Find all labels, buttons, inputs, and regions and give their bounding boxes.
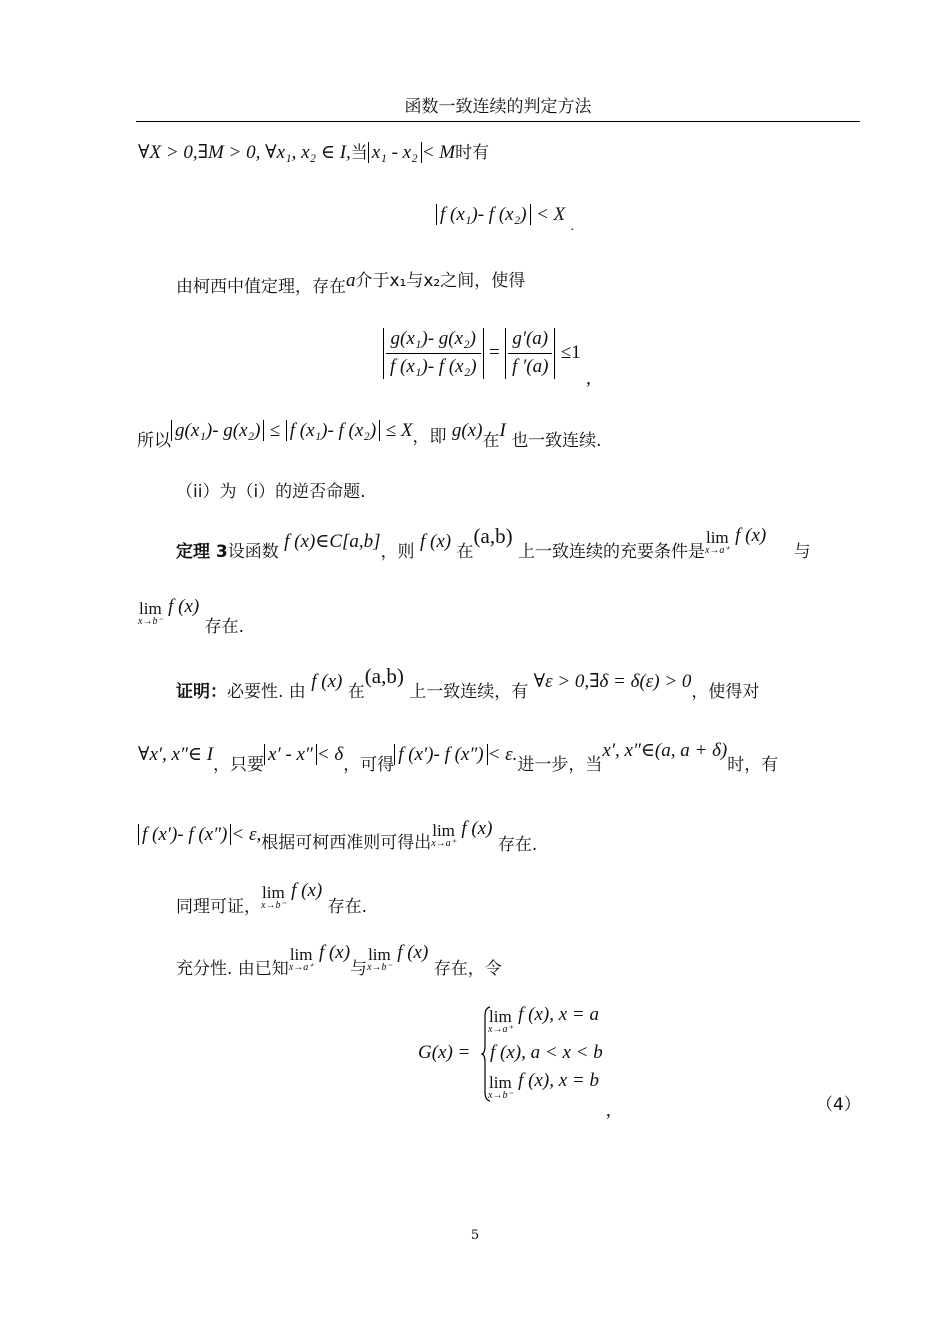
proof-line-3 — [138, 818, 537, 855]
math-comma: , — [586, 367, 591, 389]
math-abs-f: f (x₁)- f (x₂) — [436, 204, 531, 225]
abs-frac-2 — [505, 328, 555, 379]
limit-b-minus: lim x→b⁻ — [138, 599, 163, 627]
running-header: 函数一致连续的判定方法 — [136, 92, 860, 122]
text-sufficiency: 充分性. 由已知 — [176, 959, 289, 979]
math-lt-X: < X — [535, 204, 566, 225]
math-forall-x: ∀x′, x″∈ I — [138, 744, 214, 765]
math-abs-g: g(x₁)- g(x₂) — [171, 420, 264, 441]
math-lt-M: < M — [421, 142, 456, 163]
text-cunzai: 存在. — [327, 897, 368, 917]
text-suoyi: 所以 — [137, 431, 171, 451]
text-yu: 与 — [350, 959, 368, 979]
proof-line-5 — [176, 942, 502, 979]
math-le-1: ≤1 — [560, 341, 581, 363]
equation-number: （4） — [816, 1095, 861, 1115]
text-further: 进一步，当 — [517, 755, 603, 775]
text-zai: 在 — [482, 431, 500, 451]
math-quantifier: ∀X > 0,∃M > 0, ∀x₁, x₂ ∈ I, — [138, 142, 351, 163]
limit-b-minus: lim x→b⁻ — [488, 1073, 513, 1101]
text-cauchy-criterion: 根据可柯西准则可得出 — [261, 833, 432, 853]
text-cauchy: 由柯西中值定理，存在 — [176, 277, 346, 297]
text-dang: 当 — [350, 143, 368, 163]
math-lt-delta: < δ — [316, 744, 344, 765]
limit-a-plus: lim x→a⁺ — [704, 528, 730, 556]
math-abs-fdiff: f (x′)- f (x″) — [394, 744, 487, 765]
theorem-3-line — [176, 524, 811, 562]
line-3 — [176, 270, 525, 297]
theorem-3-line-2 — [138, 596, 244, 637]
page-number: 5 — [470, 1228, 480, 1243]
math-lt-eps: < ε, — [231, 824, 262, 845]
math-period: . — [570, 219, 575, 234]
math-le-X: ≤ X — [385, 420, 413, 441]
case-1-expr: f (x), x = a — [518, 1004, 599, 1025]
text-zai: 在 — [347, 682, 365, 702]
math-fx: f (x) — [397, 942, 429, 963]
text-condition: 上一致连续的充要条件是 — [517, 542, 705, 562]
text-shiyou: 时有 — [455, 143, 490, 163]
piecewise-comma: , — [606, 1100, 611, 1121]
equation-1 — [436, 204, 574, 236]
limit-b-minus: lim x→b⁻ — [261, 883, 286, 911]
math-le: ≤ — [269, 420, 281, 441]
fraction-1-den: f (x₁)- f (x₂) — [390, 355, 477, 377]
text-also-uniform: 也一致连续. — [511, 431, 602, 451]
math-fx: f (x) — [735, 525, 767, 546]
equation-2 — [383, 328, 591, 391]
math-abs-f2: f (x₁)- f (x₂) — [286, 420, 381, 441]
theorem-label: 定理 3 — [176, 542, 228, 562]
fraction-1-num: g(x₁)- g(x₂) — [386, 328, 481, 354]
math-fx: f (x) — [419, 531, 452, 552]
math-fx: f (x) — [291, 880, 323, 901]
piecewise-case-2: f (x), a < x < b — [490, 1042, 603, 1063]
text-between: 介于x₁与x₂之间，使得 — [355, 271, 526, 291]
fraction-1 — [386, 328, 481, 379]
line-6: （ii）为（i）的逆否命题. — [176, 482, 366, 502]
case-3-expr: f (x), x = b — [518, 1070, 599, 1091]
limit-a-plus: lim x→a⁺ — [488, 1007, 513, 1035]
text-shi-de-dui: ，使得对 — [691, 682, 760, 702]
math-x-in-interval: x′, x″∈(a, a + δ) — [602, 740, 728, 761]
fraction-2 — [508, 328, 552, 379]
piecewise-lhs: G(x) = — [418, 1042, 471, 1063]
limit-b-minus: lim x→b⁻ — [367, 945, 392, 973]
text-zai: 在 — [456, 542, 474, 562]
equals-sign: = — [488, 341, 500, 363]
text-zhiyao: ，只要 — [213, 755, 265, 775]
text-kede: ，可得 — [343, 755, 395, 775]
text-ze: ，则 — [380, 542, 415, 562]
text-cunzai: 存在. — [497, 835, 538, 855]
text-uniform-you: 上一致连续，有 — [409, 682, 529, 702]
limit-a-plus: lim x→a⁺ — [288, 945, 314, 973]
math-fx: f (x) — [311, 671, 343, 692]
line-5 — [137, 420, 602, 451]
fraction-2-num: g′(a) — [508, 328, 552, 354]
proof-line-1 — [176, 664, 759, 702]
math-abs-diff: x₁ - x₂ — [368, 142, 422, 163]
text-similarly: 同理可证， — [176, 897, 261, 917]
proof-line-2 — [138, 740, 778, 775]
math-f-in-C: f (x)∈C[a,b] — [284, 531, 381, 552]
text-she-hanshu: 设函数 — [227, 542, 279, 562]
math-fx: f (x) — [318, 942, 351, 963]
text-cunzai: 存在. — [204, 617, 245, 637]
math-gx: g(x) — [451, 420, 483, 441]
text-ji: ，即 — [412, 427, 447, 447]
math-eps-delta: ∀ε > 0,∃δ = δ(ε) > 0 — [533, 671, 692, 692]
text-shiyou: 时，有 — [727, 755, 779, 775]
limit-a-plus: lim x→a⁺ — [431, 821, 456, 849]
math-interval: (a,b) — [473, 524, 513, 548]
math-I: I — [499, 420, 506, 441]
math-a: a — [346, 270, 356, 291]
text-yu: 与 — [793, 542, 811, 562]
text-exist-let: 存在，令 — [433, 959, 502, 979]
math-abs-fdiff: f (x′)- f (x″) — [138, 824, 231, 845]
piecewise-case-1 — [488, 1004, 599, 1035]
math-interval: (a,b) — [364, 664, 404, 688]
piecewise-case-3 — [488, 1070, 599, 1101]
math-abs-xdiff: x′ - x″ — [264, 744, 317, 765]
line-1 — [138, 142, 489, 165]
math-fx: f (x) — [168, 596, 200, 617]
fraction-2-den: f ′(a) — [512, 355, 549, 377]
text-necessity: 必要性. 由 — [227, 682, 306, 702]
math-fx: f (x) — [461, 818, 493, 839]
proof-line-4 — [176, 880, 367, 917]
math-lt-eps: < ε. — [487, 744, 518, 765]
proof-label: 证明： — [176, 682, 227, 702]
abs-frac-1 — [383, 328, 484, 379]
